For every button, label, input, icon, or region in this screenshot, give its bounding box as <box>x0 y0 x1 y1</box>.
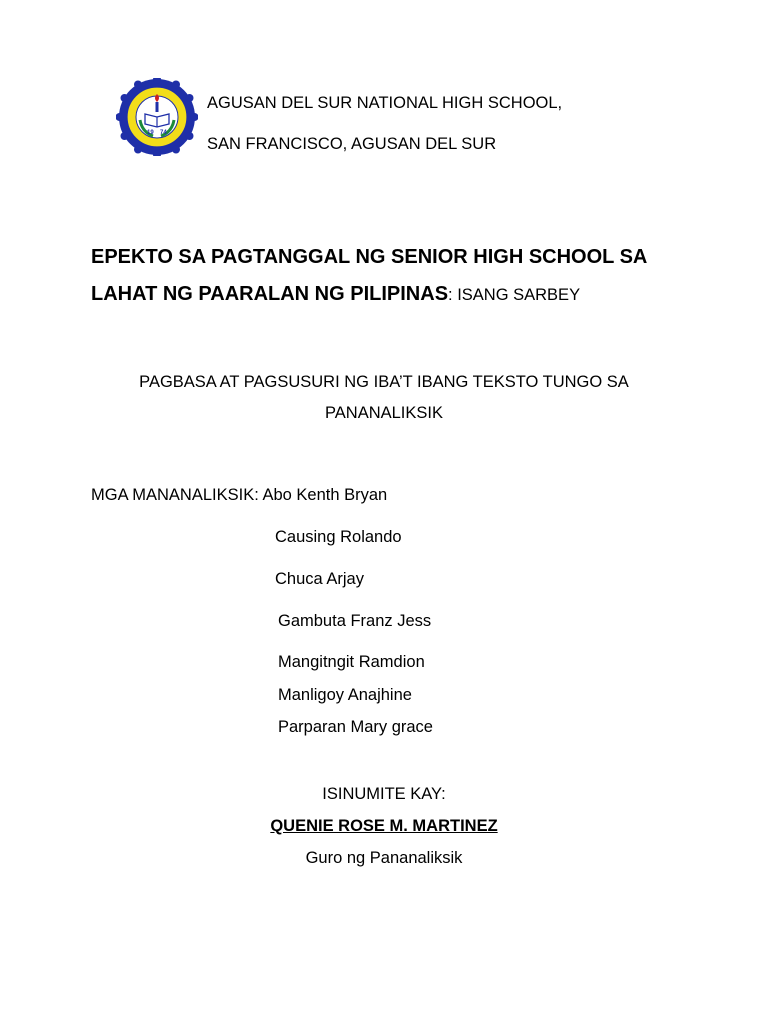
title-subtitle: : ISANG SARBEY <box>448 286 581 304</box>
seal-year-left: 19 <box>147 130 154 136</box>
title-line-2-bold: LAHAT NG PAARALAN NG PILIPINAS <box>91 283 449 305</box>
submitted-to-label: ISINUMITE KAY: <box>322 785 446 803</box>
subject-line-1: PAGBASA AT PAGSUSURI NG IBA’T IBANG TEKSTO TUNGO SA <box>139 373 629 391</box>
researchers-label: MGA MANANALIKSIK: <box>91 486 263 504</box>
researcher-name: Manligoy Anajhine <box>278 686 412 704</box>
subject-line-2: PANANALIKSIK <box>325 404 443 422</box>
researcher-name: Causing Rolando <box>275 528 402 546</box>
researcher-name: Abo Kenth Bryan <box>262 486 388 504</box>
researcher-name: Gambuta Franz Jess <box>278 612 432 630</box>
title-line-1: EPEKTO SA PAGTANGGAL NG SENIOR HIGH SCHOOL SA <box>91 246 648 268</box>
school-name: AGUSAN DEL SUR NATIONAL HIGH SCHOOL, <box>207 94 563 112</box>
teacher-name: QUENIE ROSE M. MARTINEZ <box>270 817 498 835</box>
title-line-2 <box>91 283 580 306</box>
teacher-role: Guro ng Pananaliksik <box>305 849 463 867</box>
researcher-name: Chuca Arjay <box>275 570 364 588</box>
seal-year-right: 74 <box>160 130 167 136</box>
researcher-name: Mangitngit Ramdion <box>278 653 425 671</box>
researcher-name: Parparan Mary grace <box>278 718 433 736</box>
school-location: SAN FRANCISCO, AGUSAN DEL SUR <box>207 135 497 153</box>
school-seal-icon <box>116 78 198 156</box>
researchers-first-line <box>91 486 387 505</box>
